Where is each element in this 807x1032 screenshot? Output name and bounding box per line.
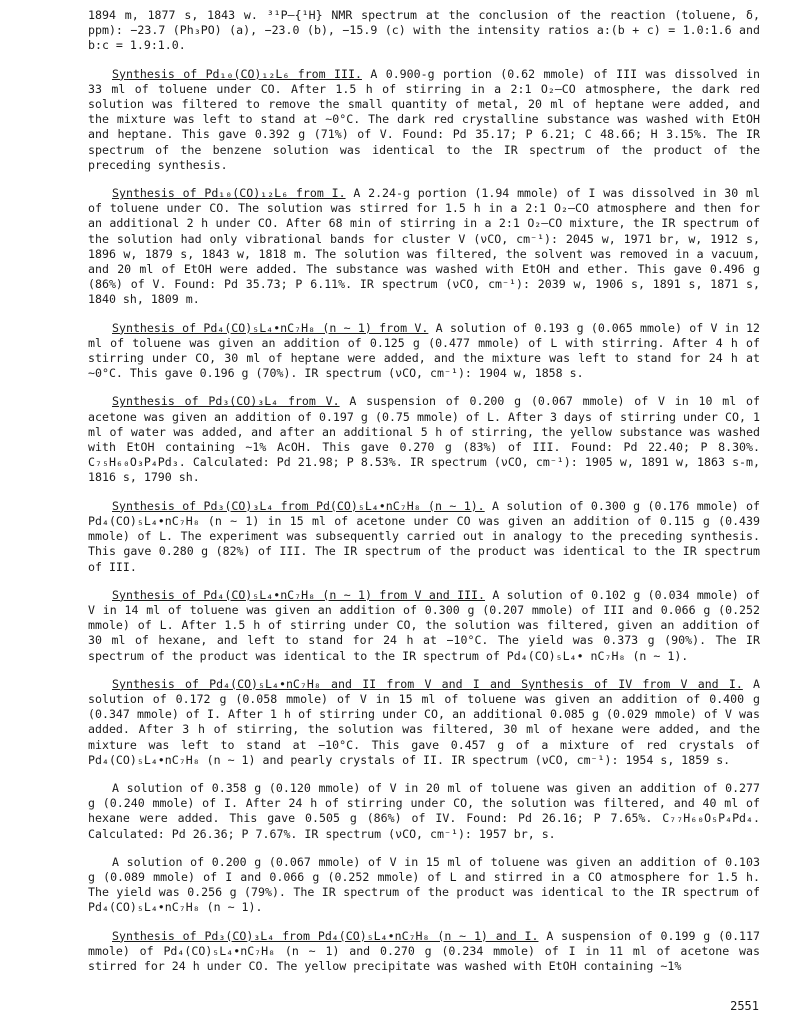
section-heading: Synthesis of Pd₃(CO)₃L₄ from V. [112, 394, 340, 409]
paragraph-text: A solution of 0.358 g (0.120 mmole) of V in 20 ml of toluene was given an addition of 0.277 g (0.240 mmole) of I. After 24 h of stirring under CO, the solution was filtered, and 40 ml of hexane were added. This gave 0.505 g (86%) of IV. Found: Pd 26.16; P 7.65%. C₇₇H₆₀O₅P₄Pd₄. Calculated: Pd 26.36; P 7.67%. IR spectrum (νCO, cm⁻¹): 1957 br, s. [88, 780, 760, 841]
section-heading: Synthesis of Pd₁₀(CO)₁₂L₆ from III. [112, 66, 362, 81]
paragraph-text: A 2.24-g portion (1.94 mmole) of I was dissolved in 30 ml of toluene under CO. The solution was stirred for 1.5 h in a 2:1 O₂—CO atmosphere and then for an additional 2 h under CO. After 68 min of stirring in a 2:1 O₂—CO mixture, the IR spectrum of the solution had only vibrational bands for cluster V (νCO, cm⁻¹): 2045 w, 1971 br, w, 1912 s, 1896 w, 1879 s, 1843 w, 1818 m. The solution was filtered, the solvent was removed in a vacuum, and 20 ml of EtOH were added. The substance was washed with EtOH and ether. This gave 0.496 g (86%) of V. Found: Pd 35.73; P 6.11%. IR spectrum (νCO, cm⁻¹): 2039 w, 1906 s, 1891 s, 1871 s, 1840 sh, 1809 m. [88, 186, 760, 307]
paragraph-pd10-from-iii [88, 67, 760, 173]
paragraph-pd3-from-pd4-i [88, 929, 760, 975]
body-text [88, 8, 760, 987]
paragraph-text: A suspension of 0.199 g (0.117 mmole) of Pd₄(CO)₅L₄•nC₇H₈ (n ~ 1) and 0.270 g (0.234 mmole) of I in 11 ml of acetone was stirred for 24 h under CO. The yellow precipitate was washed with EtOH containing ~1% [88, 928, 760, 973]
paragraph-pd3-from-v [88, 394, 760, 485]
paragraph-pd10-from-i [88, 186, 760, 308]
paragraph-text: A solution of 0.172 g (0.058 mmole) of V in 15 ml of toluene was given an addition of 0.400 g (0.347 mmole) of I. After 1 h of stirring under CO, an additional 0.085 g (0.029 mmole) of V was added. After 3 h of stirring, the solution was filtered, 30 ml of hexane were added, and the mixture was left to stand at −10°C. This gave 0.457 g of a mixture of red crystals of Pd₄(CO)₅L₄•nC₇H₈ (n ~ 1) and pearly crystals of II. IR spectrum (νCO, cm⁻¹): 1954 s, 1859 s. [88, 676, 761, 767]
section-heading: Synthesis of Pd₄(CO)₅L₄•nC₇H₈ (n ~ 1) from V. [112, 320, 429, 335]
paragraph-text: A solution of 0.193 g (0.065 mmole) of V in 12 ml of toluene was given an addition of 0.125 g (0.477 mmole) of L with stirring. After 4 h of stirring under CO, 30 ml of heptane were added, and the mixture was left to stand for 24 h at ~0°C. This gave 0.196 g (70%). IR spectrum (νCO, cm⁻¹): 1904 w, 1858 s. [88, 320, 760, 381]
section-heading: Synthesis of Pd₃(CO)₃L₄ from Pd₄(CO)₅L₄•nC₇H₈ (n ~ 1) and I. [112, 928, 539, 943]
section-heading: Synthesis of Pd₄(CO)₅L₄•nC₇H₈ (n ~ 1) from V and III. [112, 587, 486, 602]
paragraph-pd4-from-v-iii [88, 588, 760, 664]
paragraph-pd3-from-pd4 [88, 499, 760, 575]
paragraph-iv-synthesis [88, 781, 760, 842]
page-number: 2551 [730, 998, 759, 1013]
paragraph-pd4-from-v [88, 321, 760, 382]
paragraph-continued-nmr [88, 8, 760, 54]
section-heading: Synthesis of Pd₄(CO)₅L₄•nC₇H₈ and II from V and I and Synthesis of IV from V and I. [112, 676, 743, 691]
section-heading: Synthesis of Pd₃(CO)₃L₄ from Pd(CO)₅L₄•nC₇H₈ (n ~ 1). [112, 498, 485, 513]
paragraph-text: A solution of 0.102 g (0.034 mmole) of V in 14 ml of toluene was given an addition of 0.300 g (0.207 mmole) of III and 0.066 g (0.252 mmole) of L. After 1.5 h of stirring under CO, the solution was filtered, given an addition of 30 ml of hexane, and left to stand for 24 h at −10°C. The yield was 0.373 g (90%). The IR spectrum of the product was identical to the IR spectrum of Pd₄(CO)₅L₄• nC₇H₈ (n ~ 1). [88, 587, 760, 663]
section-heading: Synthesis of Pd₁₀(CO)₁₂L₆ from I. [112, 186, 346, 201]
paragraph-text: 1894 m, 1877 s, 1843 w. ³¹P—{¹H} NMR spectrum at the conclusion of the reaction (toluene, δ, ppm): −23.7 (Ph₃PO) (a), −23.0 (b), −15.9 (c) with the intensity ratios a:(b + c) = 1.0:1.6 and b:c = 1.9:1.0. [88, 8, 760, 53]
paragraph-text: A suspension of 0.200 g (0.067 mmole) of V in 10 ml of acetone was given an addition of 0.197 g (0.75 mmole) of L. After 3 days of stirring under CO, 1 ml of water was added, and after an additional 5 h of stirring, the yellow substance was washed with EtOH containing ~1% AcOH. This gave 0.270 g (83%) of III. Found: Pd 22.40; P 8.30%. C₇₅H₆₀O₃P₄Pd₃. Calculated: Pd 21.98; P 8.53%. IR spectrum (νCO, cm⁻¹): 1905 w, 1891 w, 1863 s-m, 1816 s, 1790 sh. [88, 394, 760, 485]
paragraph-v-i-l-synthesis [88, 855, 760, 916]
paragraph-pd4-ii-iv-from-v-i [88, 677, 760, 768]
paragraph-text: A 0.900-g portion (0.62 mmole) of III was dissolved in 33 ml of toluene under CO. After 1.5 h of stirring in a 2:1 O₂—CO atmosphere, the dark red solution was filtered to remove the small quantity of metal, 20 ml of heptane were added, and the mixture was left to stand at ~0°C. The dark red crystalline substance was washed with EtOH and heptane. This gave 0.392 g (71%) of V. Found: Pd 35.17; P 6.21; C 48.66; H 3.15%. The IR spectrum of the benzene solution was identical to the IR spectrum of the product of the preceding synthesis. [88, 66, 760, 172]
paragraph-text: A solution of 0.300 g (0.176 mmole) of Pd₄(CO)₅L₄•nC₇H₈ (n ~ 1) in 15 ml of acetone under CO was given an addition of 0.115 g (0.439 mmole) of L. The experiment was subsequently carried out in analogy to the preceding synthesis. This gave 0.280 g (82%) of III. The IR spectrum of the product was identical to the IR spectrum of III. [88, 498, 760, 574]
paragraph-text: A solution of 0.200 g (0.067 mmole) of V in 15 ml of toluene was given an addition of 0.103 g (0.089 mmole) of I and 0.066 g (0.252 mmole) of L and stirred in a CO atmosphere for 1.5 h. The yield was 0.256 g (79%). The IR spectrum of the product was identical to the IR spectrum of Pd₄(CO)₅L₄•nC₇H₈ (n ~ 1). [88, 854, 760, 915]
